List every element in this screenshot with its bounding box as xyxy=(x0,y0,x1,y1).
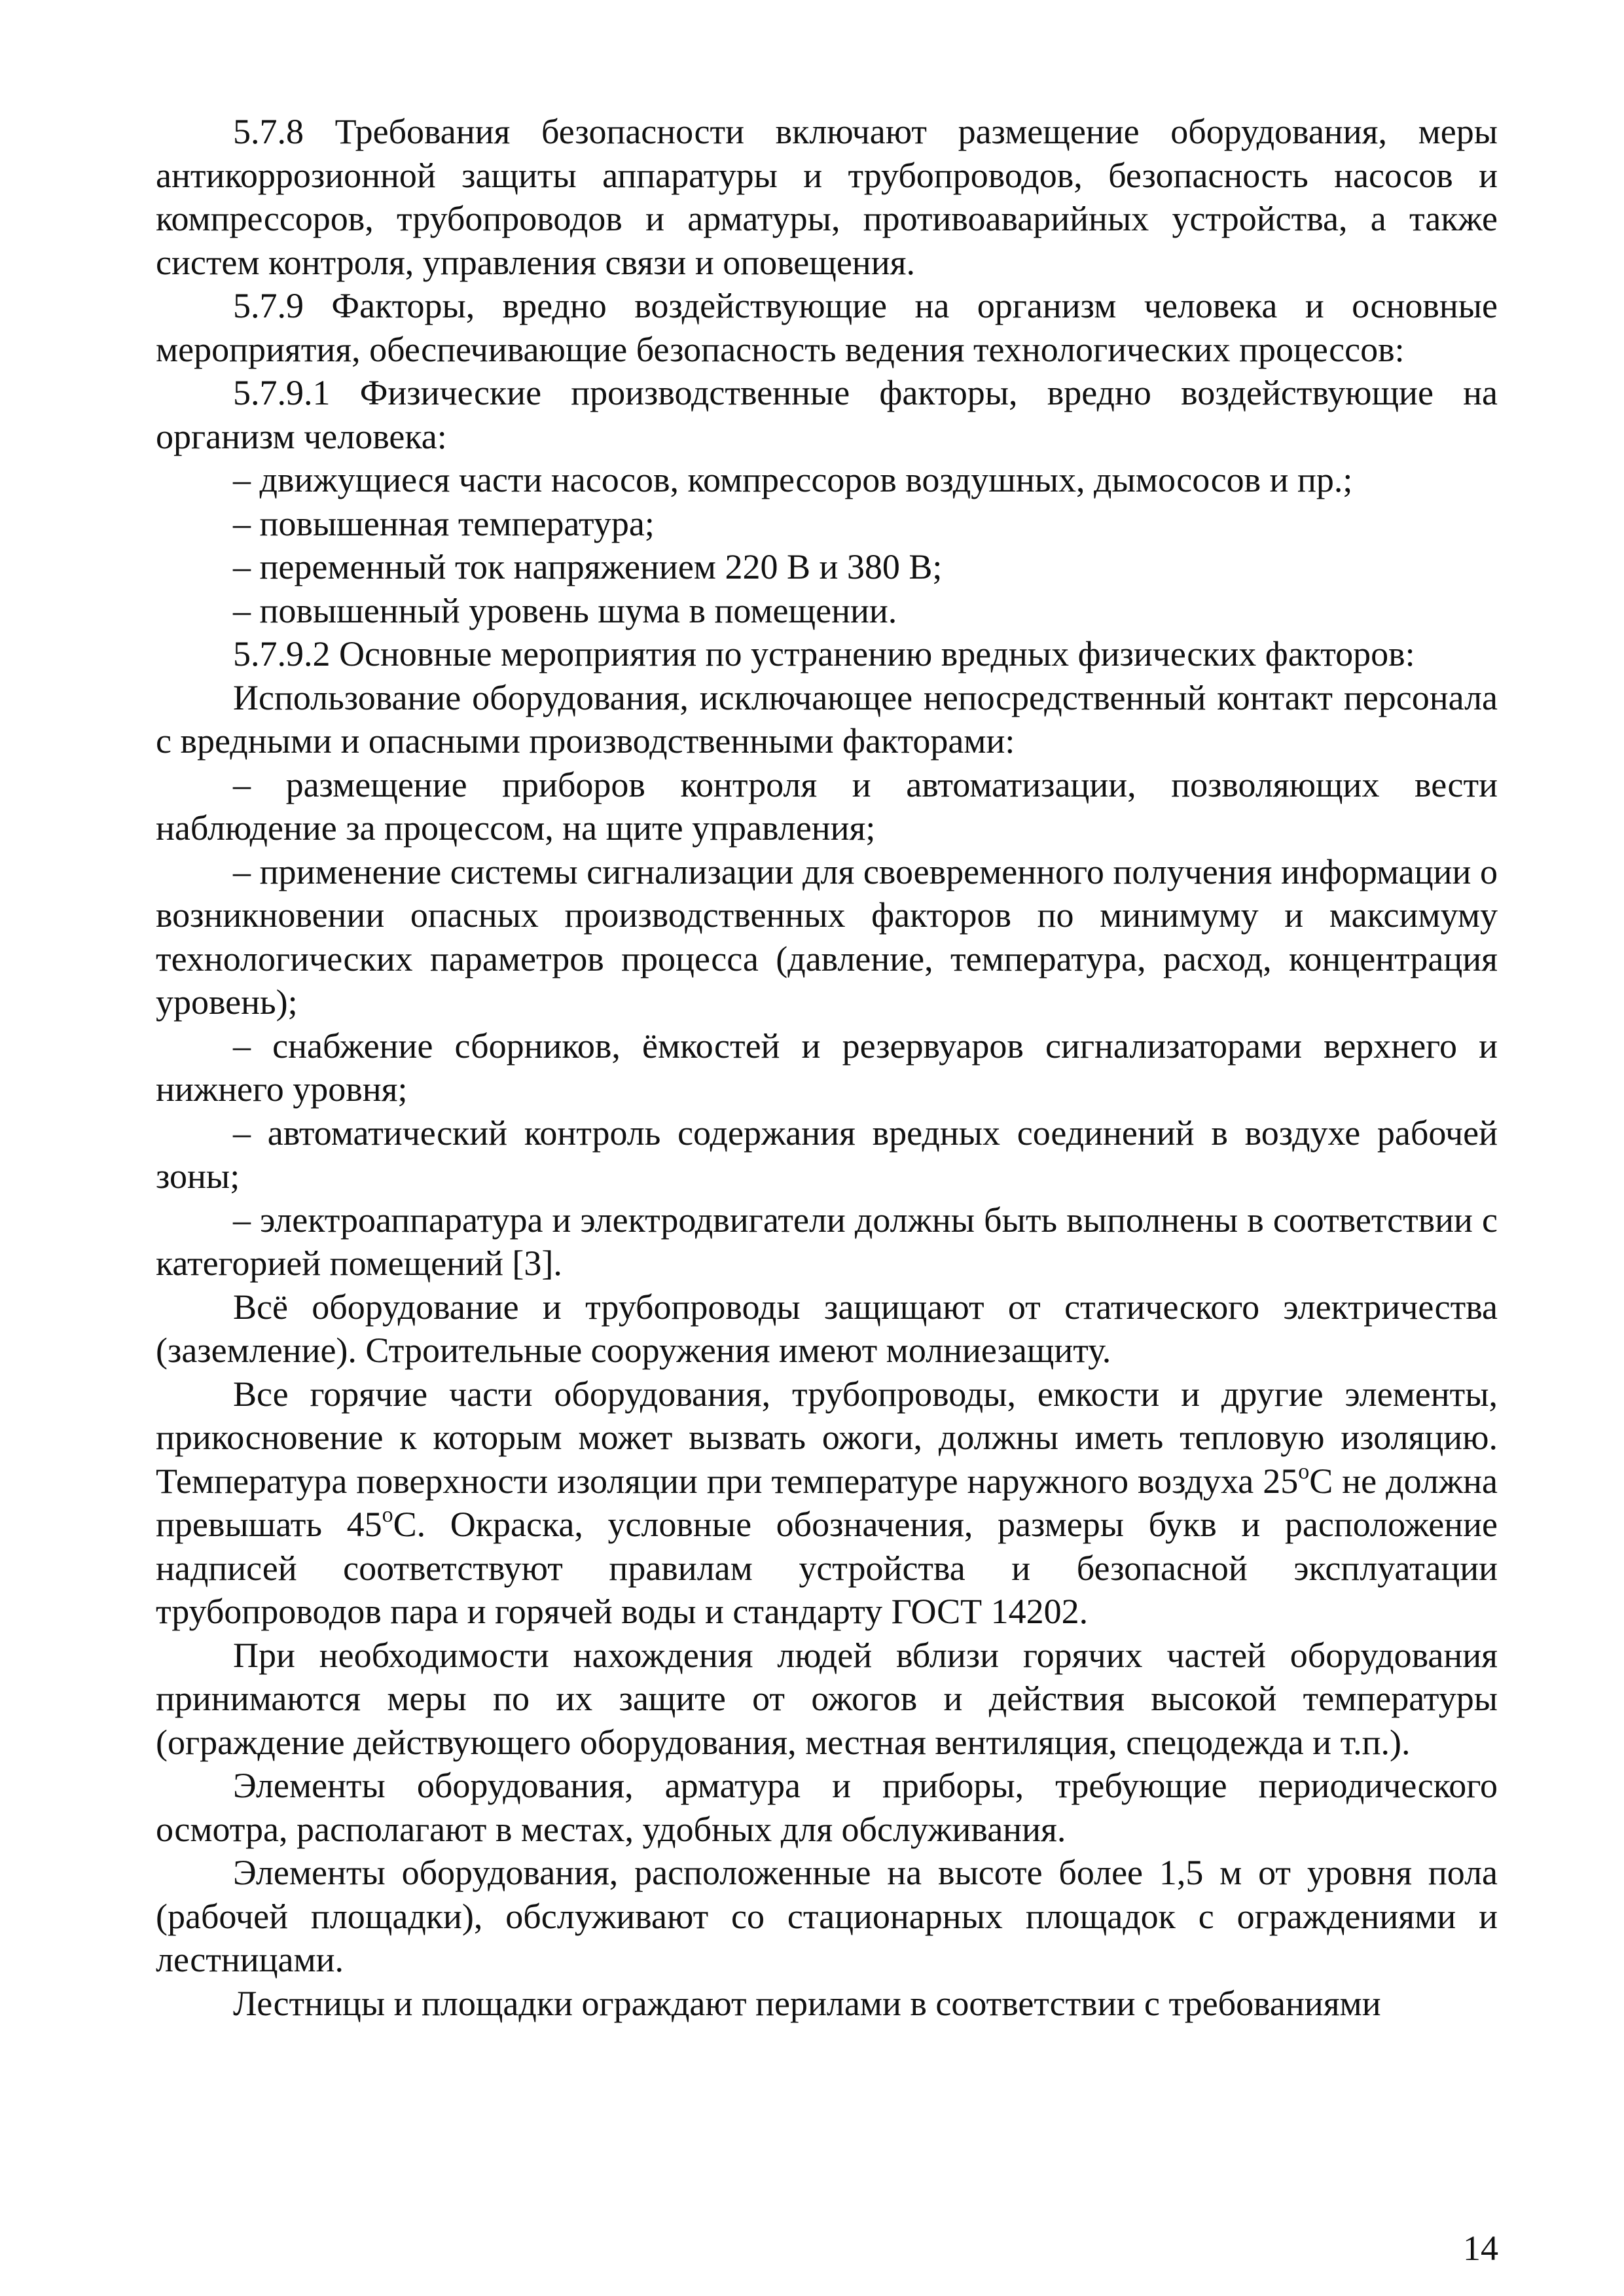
list-item: – применение системы сигнализации для своевременного получения информации о возникновении опасных производственных факторов по минимуму и максимуму технологических параметров процесса (давление, температура, расход, концентрация уровень); xyxy=(156,852,1498,1022)
paragraph-5-7-9-2: 5.7.9.2 Основные мероприятия по устранению вредных физических факторов: xyxy=(233,634,1415,673)
list-item: – движущиеся части насосов, компрессоров воздушных, дымососов и пр.; xyxy=(233,460,1353,499)
list-item: – электроаппаратура и электродвигатели должны быть выполнены в соответствии с категорией помещений [3]. xyxy=(156,1200,1498,1283)
text-run: С. Окраска, условные обозначения, размеры букв и расположение надписей соответствуют правилам устройства и безопасной эксплуатации трубопроводов пара и горячей воды и стандарту ГОСТ 14202. xyxy=(156,1505,1498,1631)
paragraph-grounding: Всё оборудование и трубопроводы защищают от статического электричества (заземление). Строительные сооружения имеют молниезащиту. xyxy=(156,1287,1498,1370)
list-item: – переменный ток напряжением 220 В и 380 В; xyxy=(233,547,943,586)
paragraph-protection: При необходимости нахождения людей вблизи горячих частей оборудования принимаются меры по их защите от ожогов и действия высокой температуры (ограждение действующего оборудования, местная вентиляция, спецодежда и т.п.). xyxy=(156,1635,1498,1762)
paragraph-equipment-use: Использование оборудования, исключающее непосредственный контакт персонала с вредными и опасными производственными факторами: xyxy=(156,677,1498,761)
text-run: Все горячие части оборудования, трубопроводы, емкости и другие элементы, прикосновение к которым может вызвать ожоги, должны иметь тепловую изоляцию. Температура поверхности изоляции при температуре наружного воздуха 25 xyxy=(156,1374,1498,1501)
list-item: – повышенный уровень шума в помещении. xyxy=(233,590,897,630)
document-page xyxy=(156,110,1498,2139)
paragraph-height: Элементы оборудования, расположенные на высоте более 1,5 м от уровня пола (рабочей площадки), обслуживают со стационарных площадок с ограждениями и лестницами. xyxy=(156,1853,1498,1979)
paragraph-inspection: Элементы оборудования, арматура и приборы, требующие периодического осмотра, располагают в местах, удобных для обслуживания. xyxy=(156,1766,1498,1849)
paragraph-railings: Лестницы и площадки ограждают перилами в соответствии с требованиями xyxy=(233,1983,1381,2023)
paragraph-hot-parts xyxy=(156,1372,1498,1634)
text-run: С не должна превышать 45 xyxy=(156,1461,1498,1544)
list-item: – повышенная температура; xyxy=(233,503,655,543)
page-number: 14 xyxy=(1463,2229,1498,2268)
paragraph-5-7-8: 5.7.8 Требования безопасности включают размещение оборудования, меры антикоррозионной защиты аппаратуры и трубопроводов, безопасность насосов и компрессоров, трубопроводов и арматуры, противоаварийных устройства, а также систем контроля, управления связи и оповещения. xyxy=(156,112,1498,282)
list-item: – снабжение сборников, ёмкостей и резервуаров сигнализаторами верхнего и нижнего уровня; xyxy=(156,1026,1498,1109)
paragraph-5-7-9: 5.7.9 Факторы, вредно воздействующие на организм человека и основные мероприятия, обеспечивающие безопасность ведения технологических процессов: xyxy=(156,286,1498,369)
list-item: – размещение приборов контроля и автоматизации, позволяющих вести наблюдение за процессом, на щите управления; xyxy=(156,764,1498,848)
degree-sign: o xyxy=(382,1503,393,1527)
paragraph-5-7-9-1: 5.7.9.1 Физические производственные факторы, вредно воздействующие на организм человека: xyxy=(156,373,1498,456)
degree-sign: o xyxy=(1298,1459,1310,1484)
list-item: – автоматический контроль содержания вредных соединений в воздухе рабочей зоны; xyxy=(156,1113,1498,1196)
